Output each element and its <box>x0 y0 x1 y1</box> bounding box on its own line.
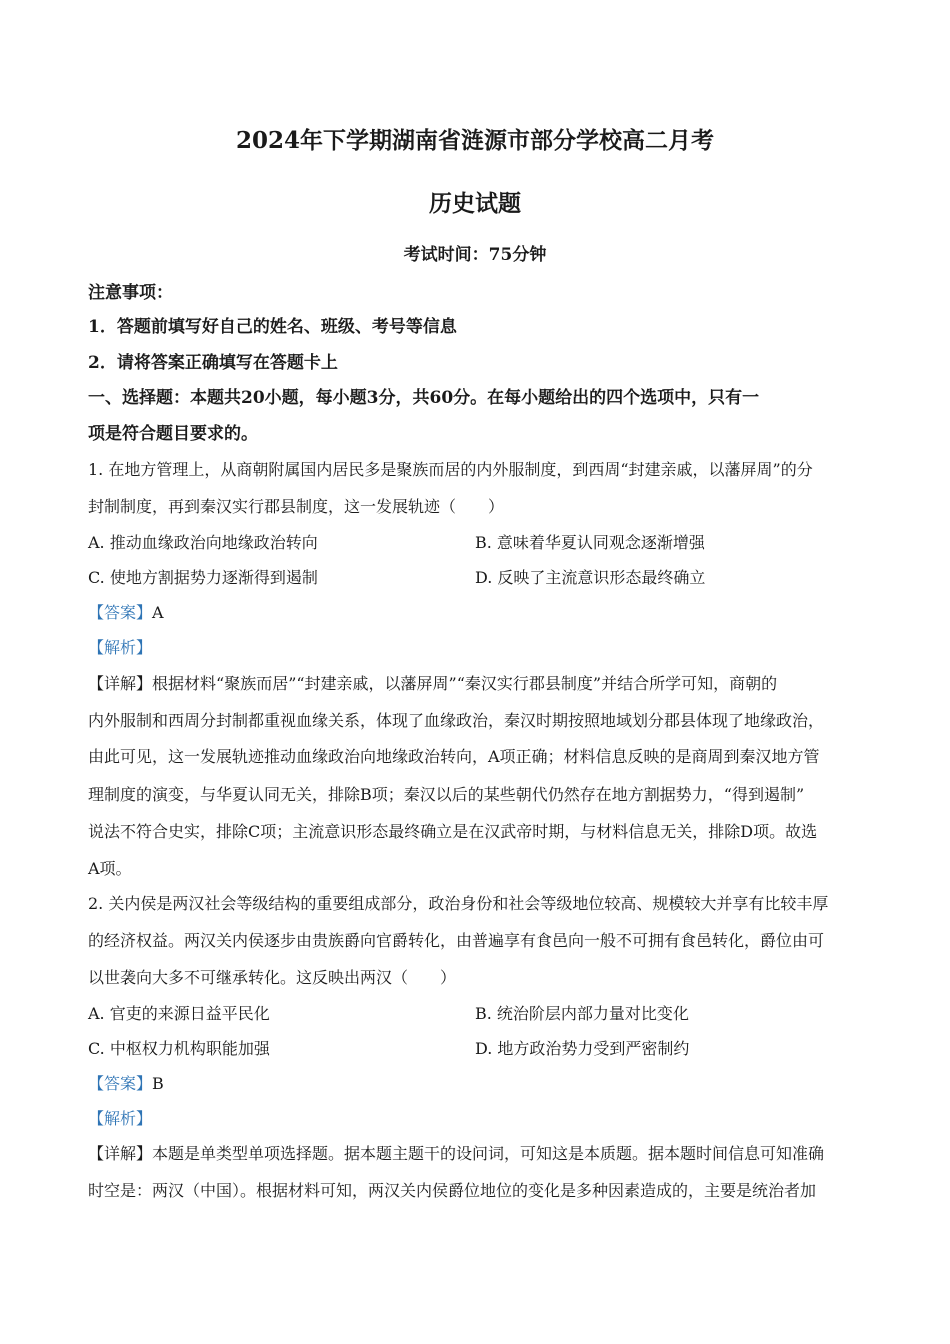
q1-option-d: D. 反映了主流意识形态最终确立 <box>475 568 706 587</box>
q2-stem-line-2: 的经济权益。两汉关内侯逐步由贵族爵向官爵转化，由普遍享有食邑向一般不可拥有食邑转化，爵位由可 <box>88 931 825 950</box>
q1-analysis-tag: 【解析】 <box>88 638 153 657</box>
q2-stem-line-3: 以世袭向大多不可继承转化。这反映出两汉（ ） <box>88 968 457 987</box>
q2-detail-text-1: 本题是单类型单项选择题。据本题主题干的设问词，可知这是本质题。据本题时间信息可知准确 <box>152 1144 825 1163</box>
document-subtitle: 历史试题 <box>429 190 521 217</box>
q2-analysis-tag: 【解析】 <box>88 1109 153 1128</box>
q1-detail-line-4: 理制度的演变，与华夏认同无关，排除B项；秦汉以后的某些朝代仍然存在地方割据势力，“得到遏制” <box>88 785 805 804</box>
notes-item-2: 2．请将答案正确填写在答题卡上 <box>88 353 338 373</box>
q1-detail-line-2: 内外服制和西周分封制都重视血缘关系，体现了血缘政治，秦汉时期按照地域划分郡县体现了地缘政治， <box>88 711 825 730</box>
q2-answer-tag: 【答案】 <box>88 1074 153 1093</box>
q1-detail-line-1 <box>88 673 777 695</box>
q2-option-a: A. 官吏的来源日益平民化 <box>88 1004 270 1023</box>
q2-stem-line-1: 2. 关内侯是两汉社会等级结构的重要组成部分，政治身份和社会等级地位较高、规模较大并享有比较丰厚 <box>88 894 829 913</box>
section-heading-line-1: 一、选择题：本题共20小题，每小题3分，共60分。在每小题给出的四个选项中，只有一 <box>88 388 760 408</box>
q1-stem-line-1: 1. 在地方管理上，从商朝附属国内居民多是聚族而居的内外服制度，到西周“封建亲戚，以藩屏周”的分 <box>88 460 813 479</box>
q1-detail-line-3: 由此可见，这一发展轨迹推动血缘政治向地缘政治转向，A项正确；材料信息反映的是商周到秦汉地方管 <box>88 747 820 766</box>
q1-detail-line-6: A项。 <box>88 859 132 878</box>
q2-answer <box>88 1073 164 1095</box>
q1-detail-text-1: 根据材料“聚族而居”“封建亲戚，以藩屏周”“秦汉实行郡县制度”并结合所学可知，商朝的 <box>152 674 778 693</box>
q1-answer-value: A <box>152 603 164 622</box>
q2-option-d: D. 地方政治势力受到严密制约 <box>475 1039 690 1058</box>
q1-answer <box>88 602 164 624</box>
q2-detail-line-2: 时空是：两汉（中国）。根据材料可知，两汉关内侯爵位地位的变化是多种因素造成的，主要是统治者加 <box>88 1181 817 1200</box>
q2-detail-line-1 <box>88 1143 824 1165</box>
q2-option-c: C. 中枢权力机构职能加强 <box>88 1039 270 1058</box>
q2-option-b: B. 统治阶层内部力量对比变化 <box>475 1004 689 1023</box>
q2-answer-value: B <box>152 1074 164 1093</box>
q1-stem-line-2: 封制制度，再到秦汉实行郡县制度，这一发展轨迹（ ） <box>88 497 505 516</box>
q2-detail-tag: 【详解】 <box>88 1144 153 1163</box>
q1-option-a: A. 推动血缘政治向地缘政治转向 <box>88 533 318 552</box>
q1-answer-tag: 【答案】 <box>88 603 153 622</box>
notes-item-1: 1．答题前填写好自己的姓名、班级、考号等信息 <box>88 317 457 337</box>
q1-detail-tag: 【详解】 <box>88 674 153 693</box>
q1-detail-line-5: 说法不符合史实，排除C项；主流意识形态最终确立是在汉武帝时期，与材料信息无关，排除D项。故选 <box>88 822 818 841</box>
notes-heading: 注意事项： <box>88 283 173 303</box>
q1-option-b: B. 意味着华夏认同观念逐渐增强 <box>475 533 705 552</box>
q1-option-c: C. 使地方割据势力逐渐得到遏制 <box>88 568 318 587</box>
section-heading-line-2: 项是符合题目要求的。 <box>88 424 258 444</box>
document-title: 2024年下学期湖南省涟源市部分学校高二月考 <box>235 127 714 154</box>
exam-time: 考试时间：75分钟 <box>403 245 547 265</box>
